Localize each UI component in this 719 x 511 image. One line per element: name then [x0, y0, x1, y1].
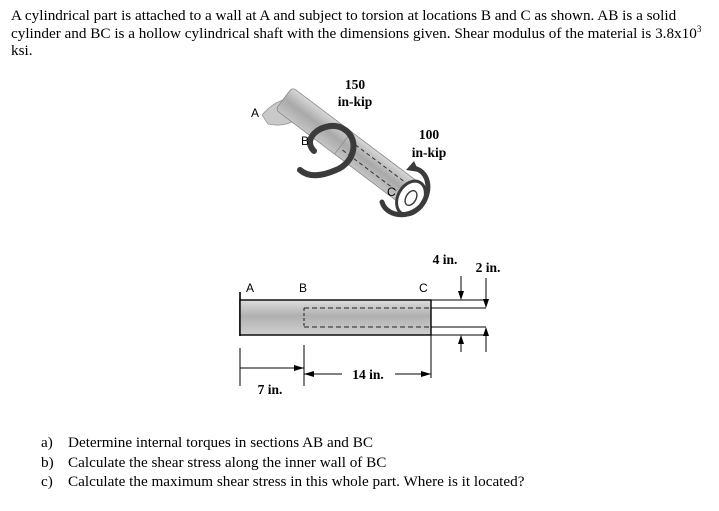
side-label-b: B [299, 281, 308, 295]
iso-label-c: C [387, 185, 396, 199]
problem-exponent: 3 [696, 23, 702, 34]
question-letter: c) [41, 473, 53, 490]
question-item [41, 453, 524, 473]
question-text: Calculate the shear stress along the inner wall of BC [68, 453, 387, 471]
iso-label-b: B [301, 134, 310, 148]
problem-text-main: A cylindrical part is attached to a wall at A and subject to torsion at locations B and C as shown. AB is a solid cylinder and BC is a hollow cylindrical shaft with the dimensions given. Shear modulus of the material is 3.8x10 [11, 7, 697, 42]
question-text: Determine internal torques in sections AB and BC [68, 434, 373, 451]
side-label-a: A [246, 281, 255, 295]
torque-c-value: 100 [418, 127, 440, 142]
question-item [41, 472, 524, 492]
dim-ab-arrows [240, 365, 304, 371]
side-view [240, 252, 500, 397]
problem-text-end: ksi. [11, 42, 33, 59]
question-letter: a) [41, 434, 53, 451]
question-list [41, 433, 524, 492]
dim-inner-label: 2 in. [475, 260, 501, 275]
dim-outer-arrows [458, 276, 464, 352]
torque-b-unit: in-kip [337, 94, 373, 109]
shaft-side [240, 300, 431, 335]
question-text: Calculate the maximum shear stress in this whole part. Where is it located? [68, 473, 525, 490]
torque-b-value: 150 [344, 77, 366, 92]
dim-ab-label: 7 in. [257, 382, 283, 397]
question-item [41, 433, 524, 453]
dim-outer-label: 4 in. [432, 252, 458, 267]
question-letter: b) [41, 453, 54, 471]
side-label-c: C [419, 281, 428, 295]
iso-label-a: A [251, 106, 260, 120]
dim-bc-label: 14 in. [352, 367, 384, 382]
torque-c-unit: in-kip [411, 145, 447, 160]
isometric-view [251, 77, 446, 220]
dim-inner-arrows [483, 278, 489, 352]
